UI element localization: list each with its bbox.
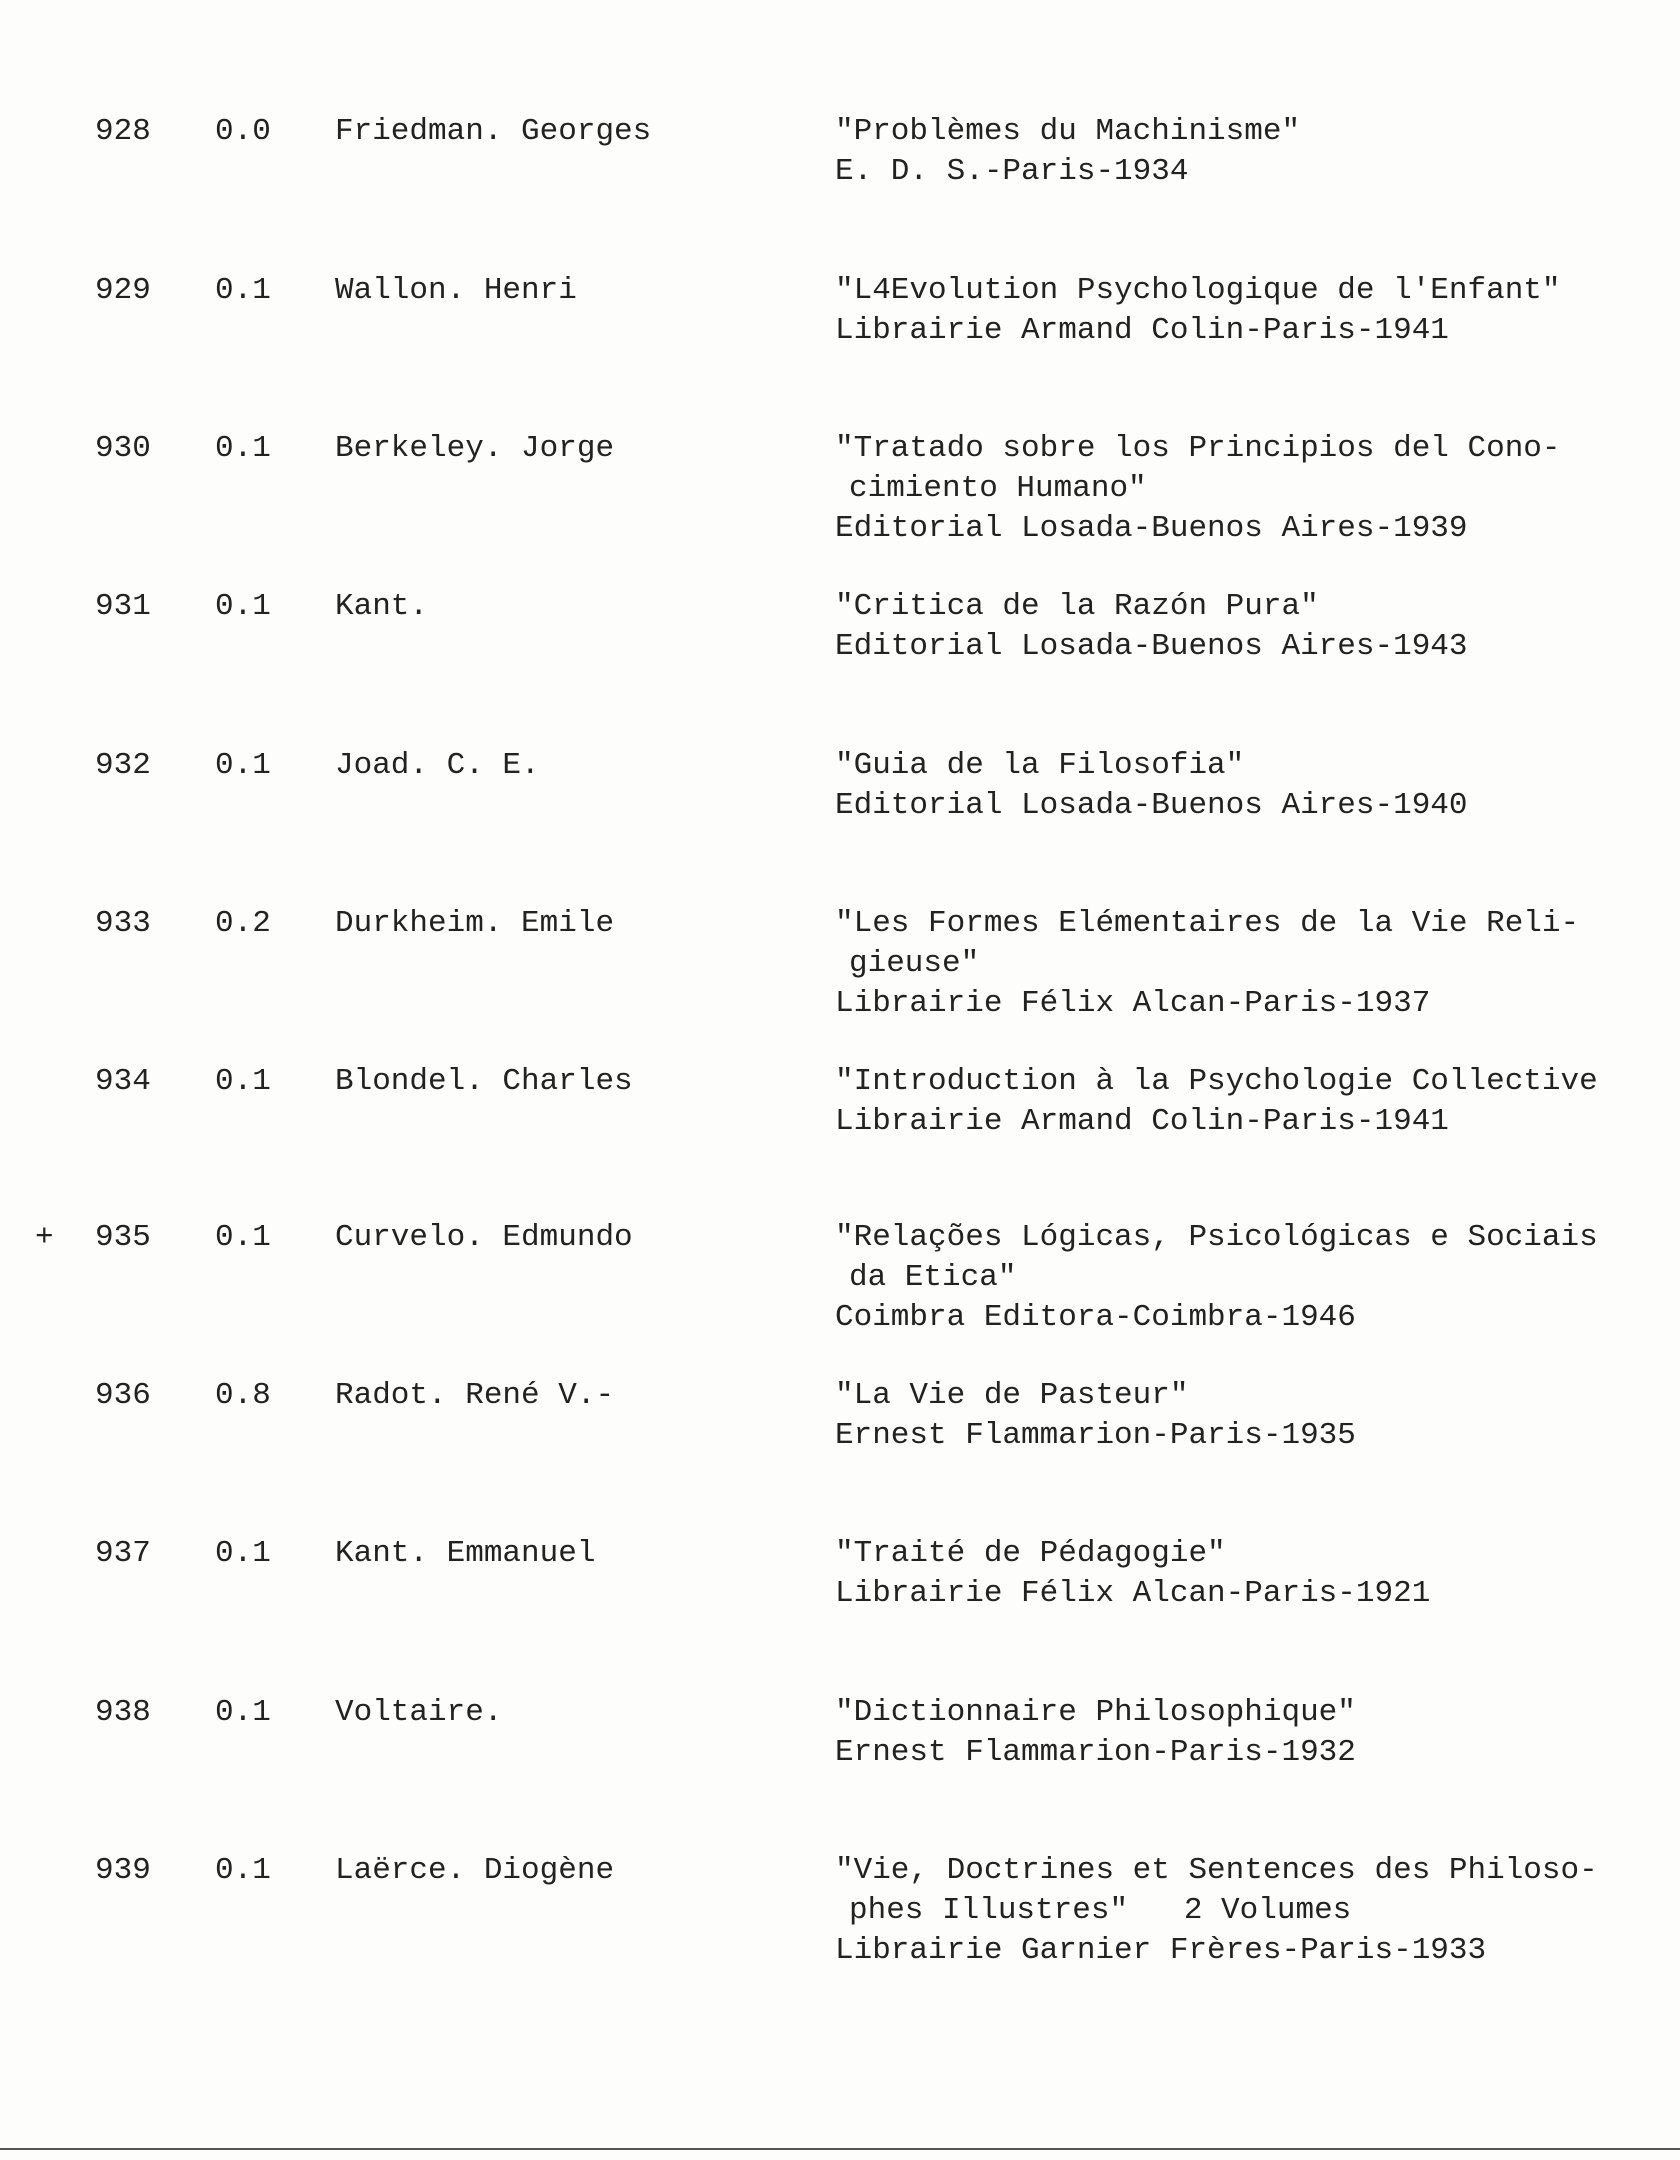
entry-author: Berkeley. Jorge bbox=[335, 431, 615, 466]
entry-author: Blondel. Charles bbox=[335, 1064, 633, 1099]
entry-title: "Les Formes Elémentaires de la Vie Reli- bbox=[835, 906, 1580, 941]
entry-code: 0.1 bbox=[215, 748, 271, 783]
entry-publisher: Librairie Félix Alcan-Paris-1921 bbox=[835, 1576, 1431, 1611]
entry-bibliography bbox=[835, 1534, 1655, 1614]
entry-title: "Relações Lógicas, Psicológicas e Sociais bbox=[835, 1220, 1598, 1255]
entry-number: 938 bbox=[95, 1695, 151, 1730]
entry-bibliography bbox=[835, 112, 1655, 192]
entry-code: 0.1 bbox=[215, 589, 271, 624]
entry-author: Durkheim. Emile bbox=[335, 906, 615, 941]
entry-title: "Problèmes du Machinisme" bbox=[835, 114, 1301, 149]
entry-number: 935 bbox=[95, 1220, 151, 1255]
entry-number: 937 bbox=[95, 1536, 151, 1571]
entry-author: Curvelo. Edmundo bbox=[335, 1220, 633, 1255]
entry-bibliography bbox=[835, 429, 1655, 549]
entry-code: 0.0 bbox=[215, 114, 271, 149]
entry-title-continued: gieuse" bbox=[849, 946, 980, 981]
entry-publisher: Editorial Losada-Buenos Aires-1943 bbox=[835, 629, 1468, 664]
entry-author: Voltaire. bbox=[335, 1695, 503, 1730]
entry-publisher: Librairie Garnier Frères-Paris-1933 bbox=[835, 1933, 1487, 1968]
entry-title: "Vie, Doctrines et Sentences des Philoso- bbox=[835, 1853, 1598, 1888]
entry-bibliography bbox=[835, 1218, 1655, 1338]
entry-title-continued: phes Illustres" 2 Volumes bbox=[849, 1893, 1352, 1928]
entry-title: "Dictionnaire Philosophique" bbox=[835, 1695, 1356, 1730]
entry-title-continued: cimiento Humano" bbox=[849, 471, 1147, 506]
entry-author: Joad. C. E. bbox=[335, 748, 540, 783]
entry-bibliography bbox=[835, 1851, 1655, 1971]
entry-bibliography bbox=[835, 1062, 1655, 1142]
entry-code: 0.1 bbox=[215, 1064, 271, 1099]
entry-title-continued: da Etica" bbox=[849, 1260, 1017, 1295]
entry-bibliography bbox=[835, 1693, 1655, 1773]
entry-number: 929 bbox=[95, 273, 151, 308]
entry-title: "Traité de Pédagogie" bbox=[835, 1536, 1226, 1571]
entry-code: 0.8 bbox=[215, 1378, 271, 1413]
entry-bibliography bbox=[835, 746, 1655, 826]
entry-author: Kant. bbox=[335, 589, 429, 624]
entry-publisher: E. D. S.-Paris-1934 bbox=[835, 154, 1189, 189]
entry-number: 939 bbox=[95, 1853, 151, 1888]
entry-title: "Tratado sobre los Principios del Cono- bbox=[835, 431, 1561, 466]
entry-title: "L4Evolution Psychologique de l'Enfant" bbox=[835, 273, 1561, 308]
entry-publisher: Editorial Losada-Buenos Aires-1939 bbox=[835, 511, 1468, 546]
entry-author: Radot. René V.- bbox=[335, 1378, 615, 1413]
entry-publisher: Editorial Losada-Buenos Aires-1940 bbox=[835, 788, 1468, 823]
entry-publisher: Librairie Félix Alcan-Paris-1937 bbox=[835, 986, 1431, 1021]
entry-publisher: Ernest Flammarion-Paris-1935 bbox=[835, 1418, 1356, 1453]
entry-author: Friedman. Georges bbox=[335, 114, 652, 149]
entry-title: "Introduction à la Psychologie Collective bbox=[835, 1064, 1598, 1099]
entry-number: 934 bbox=[95, 1064, 151, 1099]
entry-author: Kant. Emmanuel bbox=[335, 1536, 596, 1571]
entry-publisher: Librairie Armand Colin-Paris-1941 bbox=[835, 313, 1449, 348]
bottom-rule bbox=[0, 2148, 1680, 2150]
entry-publisher: Librairie Armand Colin-Paris-1941 bbox=[835, 1104, 1449, 1139]
entry-author: Wallon. Henri bbox=[335, 273, 577, 308]
entry-number: 933 bbox=[95, 906, 151, 941]
entry-code: 0.1 bbox=[215, 431, 271, 466]
entry-publisher: Coimbra Editora-Coimbra-1946 bbox=[835, 1300, 1356, 1335]
entry-bibliography bbox=[835, 904, 1655, 1024]
entry-number: 931 bbox=[95, 589, 151, 624]
entry-bibliography bbox=[835, 587, 1655, 667]
entry-number: 936 bbox=[95, 1378, 151, 1413]
entry-title: "La Vie de Pasteur" bbox=[835, 1378, 1189, 1413]
entry-author: Laërce. Diogène bbox=[335, 1853, 615, 1888]
entry-bibliography bbox=[835, 271, 1655, 351]
entry-number: 932 bbox=[95, 748, 151, 783]
entry-code: 0.2 bbox=[215, 906, 271, 941]
entry-title: "Critica de la Razón Pura" bbox=[835, 589, 1319, 624]
entry-number: 928 bbox=[95, 114, 151, 149]
entry-code: 0.1 bbox=[215, 1853, 271, 1888]
entry-code: 0.1 bbox=[215, 1695, 271, 1730]
entry-code: 0.1 bbox=[215, 1220, 271, 1255]
entry-number: 930 bbox=[95, 431, 151, 466]
entry-code: 0.1 bbox=[215, 1536, 271, 1571]
entry-publisher: Ernest Flammarion-Paris-1932 bbox=[835, 1735, 1356, 1770]
entry-bibliography bbox=[835, 1376, 1655, 1456]
entry-code: 0.1 bbox=[215, 273, 271, 308]
entry-mark: + bbox=[35, 1220, 54, 1255]
entry-title: "Guia de la Filosofia" bbox=[835, 748, 1245, 783]
